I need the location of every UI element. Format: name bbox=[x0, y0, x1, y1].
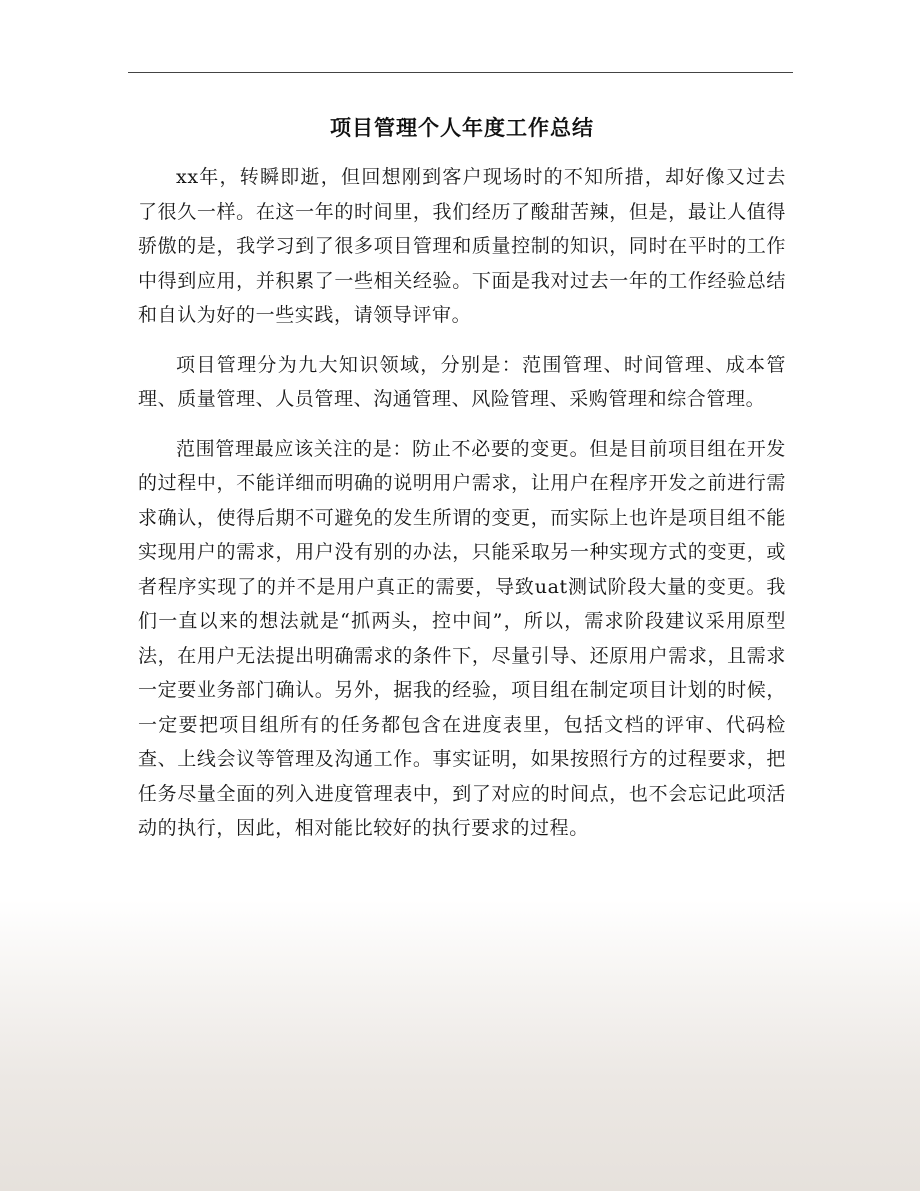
document-title: 项目管理个人年度工作总结 bbox=[330, 115, 594, 140]
document-body bbox=[138, 100, 786, 861]
paragraph-scope-management: 范围管理最应该关注的是：防止不必要的变更。但是目前项目组在开发的过程中，不能详细而明确的说明用户需求，让用户在程序开发之前进行需求确认，使得后期不可避免的发生所谓的变更，而实际上也许是项目组不能实现用户的需求，用户没有别的办法，只能采取另一种实现方式的变更，或者程序实现了的并不是用户真正的需要，导致uat测试阶段大量的变更。我们一直以来的想法就是“抓两头，控中间”，所以，需求阶段建议采用原型法，在用户无法提出明确需求的条件下，尽量引导、还原用户需求，且需求一定要业务部门确认。另外，据我的经验，项目组在制定项目计划的时候，一定要把项目组所有的任务都包含在进度表里，包括文档的评审、代码检查、上线会议等管理及沟通工作。事实证明，如果按照行方的过程要求，把任务尽量全面的列入进度管理表中，到了对应的时间点，也不会忘记此项活动的执行，因此，相对能比较好的执行要求的过程。 bbox=[138, 437, 786, 839]
paragraph-knowledge-areas: 项目管理分为九大知识领域，分别是：范围管理、时间管理、成本管理、质量管理、人员管理、沟通管理、风险管理、采购管理和综合管理。 bbox=[138, 353, 786, 410]
header-rule bbox=[128, 72, 793, 73]
paragraph-intro: xx年，转瞬即逝，但回想刚到客户现场时的不知所措，却好像又过去了很久一样。在这一年的时间里，我们经历了酸甜苦辣，但是，最让人值得骄傲的是，我学习到了很多项目管理和质量控制的知识，同时在平时的工作中得到应用，并积累了一些相关经验。下面是我对过去一年的工作经验总结和自认为好的一些实践，请领导评审。 bbox=[138, 166, 786, 326]
